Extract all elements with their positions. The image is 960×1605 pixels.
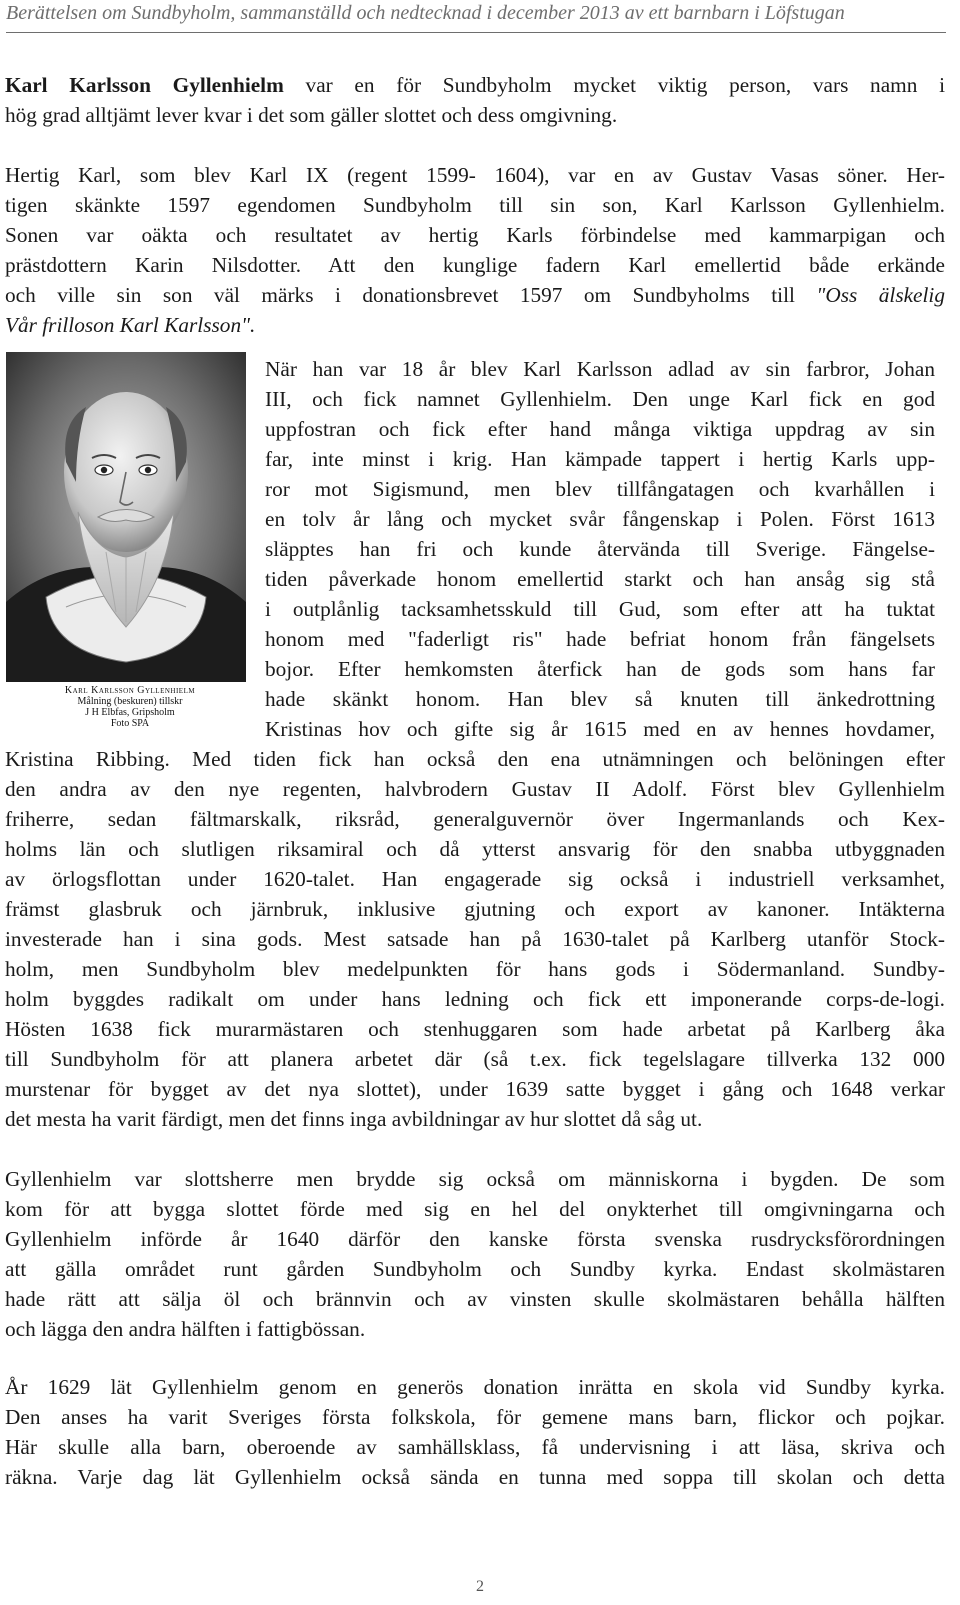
paragraph-line: Gyllenhielm var slottsherre men brydde sig också om människorna i bygden. De som [5, 1167, 945, 1191]
paragraph-rusdryck [5, 1164, 945, 1344]
paragraph-line: Hertig Karl, som blev Karl IX (regent 1599- 1604), var en av Gustav Vasas söner. Her- [5, 163, 945, 187]
paragraph-line: den andra av den nye regenten, halvbrodern Gustav II Adolf. Först blev Gyllenhielm [5, 777, 945, 801]
portrait-image [6, 352, 246, 724]
intro-paragraph [5, 70, 945, 130]
paragraph-line: till Sundbyholm för att planera arbetet där (så t.ex. fick tegelslagare tillverka 132 000 [5, 1047, 945, 1071]
paragraph-line: far, inte minst i krig. Han kämpade tappert i hertig Karls upp- [265, 447, 935, 471]
paragraph-line: hade skänkt honom. Han blev så knuten till änkedrottning [265, 687, 935, 711]
paragraph-line: Hösten 1638 fick murarmästaren och stenhuggaren som hade arbetat på Karlberg åka [5, 1017, 945, 1041]
paragraph-line: tiden påverkade honom emellertid starkt och han ansåg sig stå [265, 567, 935, 591]
header-title: Berättelsen om Sundbyholm, sammanställd och nedtecknad i december 2013 av ett barnbarn i Löfstugan [6, 2, 845, 24]
paragraph-line: friherre, sedan fältmarskalk, riksråd, generalguvernör över Ingermanlands och Kex- [5, 807, 945, 831]
paragraph-line: en tolv år lång och mycket svår fångenskap i Polen. Först 1613 [265, 507, 935, 531]
paragraph-line: holms län och slutligen riksamiral och då ytterst ansvarig för den snabba utbyggnaden [5, 837, 945, 861]
paragraph-line: och ville sin son väl märks i donationsbrevet 1597 om Sundbyholms till "Oss älskelig [5, 283, 945, 307]
paragraph-line: Sonen var oäkta och resultatet av hertig Karls förbindelse med kammarpigan och [5, 223, 945, 247]
quote-italic: "Oss älskelig [816, 283, 945, 307]
paragraph-line: Kristinas hov och gifte sig år 1615 med en av hennes hovdamer, [265, 717, 935, 741]
paragraph-biography-wrapped [265, 354, 935, 744]
paragraph-line: släpptes han fri och kunde återvända till Sverige. Fängelse- [265, 537, 935, 561]
paragraph-line: investerade han i sina gods. Mest satsade han på 1630-talet på Karlberg utanför Stock- [5, 927, 945, 951]
portrait-painting [6, 352, 246, 724]
paragraph-hertig-karl [5, 160, 945, 340]
caption-line: Karl Karlsson Gyllenhielm [64, 685, 196, 696]
person-name-bold: Karl Karlsson Gyllenhielm [5, 73, 284, 97]
paragraph-skola [5, 1372, 945, 1492]
paragraph-line: hade rätt att sälja öl och brännvin och av vinsten skulle skolmästaren behålla hälften [5, 1287, 945, 1311]
caption-line: J H Elbfas, Gripsholm [85, 707, 175, 718]
paragraph-line: bojor. Efter hemkomsten återfick han de gods som hans far [265, 657, 935, 681]
paragraph-line: holm byggdes radikalt om under hans ledning och fick ett imponerande corps-de-logi. [5, 987, 945, 1011]
paragraph-line: att gälla området runt gården Sundbyholm och Sundby kyrka. Endast skolmästaren [5, 1257, 945, 1281]
paragraph-line: och lägga den andra hälften i fattigbössan. [5, 1317, 366, 1341]
portrait-caption [30, 685, 230, 729]
paragraph-line: Den anses ha varit Sveriges första folkskola, för gemene mans barn, flickor och pojkar. [5, 1405, 945, 1429]
page-number: 2 [476, 1578, 484, 1595]
caption-line: Foto SPA [110, 718, 150, 729]
paragraph-line: främst glasbruk och järnbruk, inklusive gjutning och export av kanoner. Intäkterna [5, 897, 945, 921]
paragraph-line: Här skulle alla barn, oberoende av samhällsklass, få undervisning i att läsa, skriva och [5, 1435, 945, 1459]
paragraph-line: murstenar för bygget av det nya slottet), under 1639 satte bygget i gång och 1648 verkar [5, 1077, 945, 1101]
paragraph-line: prästdottern Karin Nilsdotter. Att den kunglige fadern Karl emellertid både erkände [5, 253, 945, 277]
paragraph-line: räkna. Varje dag lät Gyllenhielm också sända en tunna med soppa till skolan och detta [5, 1465, 945, 1489]
paragraph-line: kom för att bygga slottet förde med sig en hel del onykterhet till omgivningarna och [5, 1197, 945, 1221]
paragraph-line: honom med "faderligt ris" hade befriat honom från fängelsets [265, 627, 935, 651]
paragraph-biography-continued [5, 744, 945, 1134]
paragraph-line: i outplånlig tacksamhetsskuld till Gud, som efter att ha tuktat [265, 597, 935, 621]
quote-italic-line: Vår frilloson Karl Karlsson". [5, 313, 256, 337]
intro-line-1: Karl Karlsson Gyllenhielm var en för Sundbyholm mycket viktig person, vars namn i [5, 73, 945, 97]
caption-line: Målning (beskuren) tillskr [77, 696, 183, 707]
paragraph-line: av örlogsflottan under 1620-talet. Han engagerade sig också i industriell verksamhet, [5, 867, 945, 891]
paragraph-line: uppfostran och fick efter hand många viktiga uppdrag av sin [265, 417, 935, 441]
paragraph-line: det mesta ha varit färdigt, men det finns inga avbildningar av hur slottet då såg ut. [5, 1107, 703, 1131]
header-divider [6, 32, 946, 33]
paragraph-line: III, och fick namnet Gyllenhielm. Den unge Karl fick en god [265, 387, 935, 411]
paragraph-line: holm, men Sundbyholm blev medelpunkten för hans gods i Södermanland. Sundby- [5, 957, 945, 981]
intro-line-2: hög grad alltjämt lever kvar i det som gäller slottet och dess omgivning. [5, 103, 618, 127]
paragraph-line: ror mot Sigismund, men blev tillfångatagen och kvarhållen i [265, 477, 935, 501]
paragraph-line: Gyllenhielm införde år 1640 därför den kanske första svenska rusdrycksförordningen [5, 1227, 945, 1251]
paragraph-line: När han var 18 år blev Karl Karlsson adlad av sin farbror, Johan [265, 357, 935, 381]
paragraph-line: År 1629 lät Gyllenhielm genom en generös donation inrätta en skola vid Sundby kyrka. [5, 1375, 945, 1399]
paragraph-line: tigen skänkte 1597 egendomen Sundbyholm till sin son, Karl Karlsson Gyllenhielm. [5, 193, 945, 217]
running-header [6, 0, 946, 40]
paragraph-line: Kristina Ribbing. Med tiden fick han också den ena utnämningen och belöningen efter [5, 747, 945, 771]
